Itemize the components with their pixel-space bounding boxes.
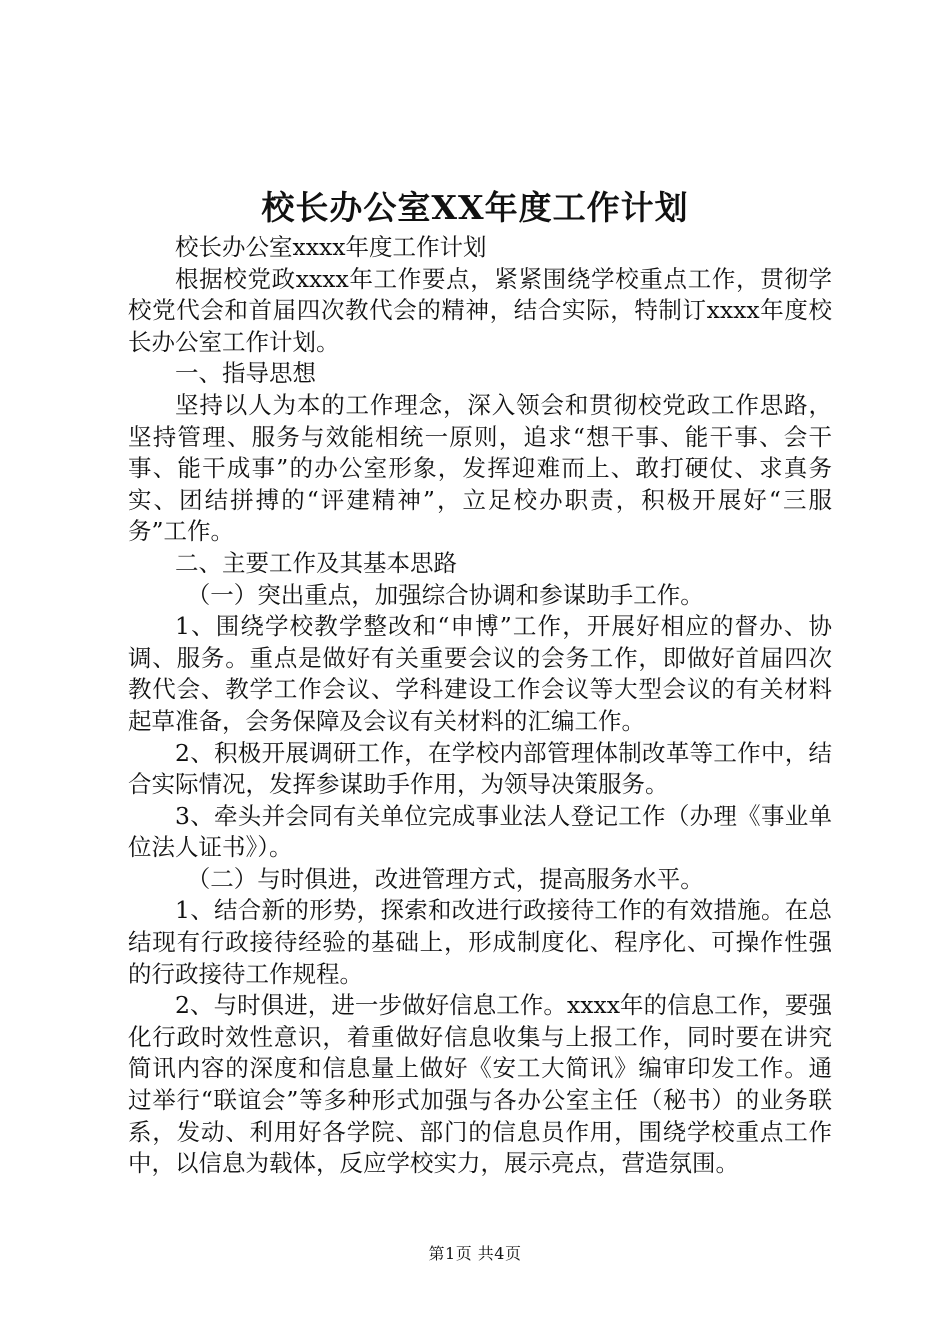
paragraph-guiding-ideology: 坚持以人为本的工作理念，深入领会和贯彻校党政工作思路，坚持管理、服务与效能相统一原则，追求“想干事、能干事、会干事、能干成事”的办公室形象，发挥迎难而上、敢打硬仗、求真务实、团结拼搏的“评建精神”，立足校办职责，积极开展好“三服务”工作。 xyxy=(128,390,832,546)
paragraph-subtitle: 校长办公室xxxx年度工作计划 xyxy=(175,233,487,261)
document-body xyxy=(128,232,832,1180)
section-heading-main-work: 二、主要工作及其基本思路 xyxy=(175,548,457,577)
paragraph-item-1-2: 2、积极开展调研工作，在学校内部管理体制改革等工作中，结合实际情况，发挥参谋助手作用，为领导决策服务。 xyxy=(128,738,832,799)
document-title: 校长办公室XX年度工作计划 xyxy=(261,188,689,227)
paragraph-item-2-2: 2、与时俱进，进一步做好信息工作。xxxx年的信息工作，要强化行政时效性意识，着重做好信息收集与上报工作，同时要在讲究简讯内容的深度和信息量上做好《安工大简讯》编审印发工作。通过举行“联谊会”等多种形式加强与各办公室主任（秘书）的业务联系，发动、利用好各学院、部门的信息员作用，围绕学校重点工作中，以信息为载体，反应学校实力，展示亮点，营造氛围。 xyxy=(128,991,832,1178)
paragraph-intro: 根据校党政xxxx年工作要点，紧紧围绕学校重点工作，贯彻学校党代会和首届四次教代会的精神，结合实际，特制订xxxx年度校长办公室工作计划。 xyxy=(128,264,832,356)
paragraph-item-2-1: 1、结合新的形势，探索和改进行政接待工作的有效措施。在总结现有行政接待经验的基础上，形成制度化、程序化、可操作性强的行政接待工作规程。 xyxy=(128,896,832,988)
page-number: 第1页 共4页 xyxy=(428,1244,522,1263)
section-heading-guiding-ideology: 一、指导思想 xyxy=(175,359,316,388)
subsection-heading-1: （一）突出重点，加强综合协调和参谋助手工作。 xyxy=(186,580,704,609)
paragraph-item-1-1: 1、围绕学校教学整改和“申博”工作，开展好相应的督办、协调、服务。重点是做好有关重要会议的会务工作，即做好首届四次教代会、教学工作会议、学科建设工作会议等大型会议的有关材料起草准备，会务保障及会议有关材料的汇编工作。 xyxy=(128,612,832,735)
paragraph-item-1-3: 3、牵头并会同有关单位完成事业法人登记工作（办理《事业单位法人证书》）。 xyxy=(128,801,832,862)
subsection-heading-2: （二）与时俱进，改进管理方式，提高服务水平。 xyxy=(186,864,704,893)
